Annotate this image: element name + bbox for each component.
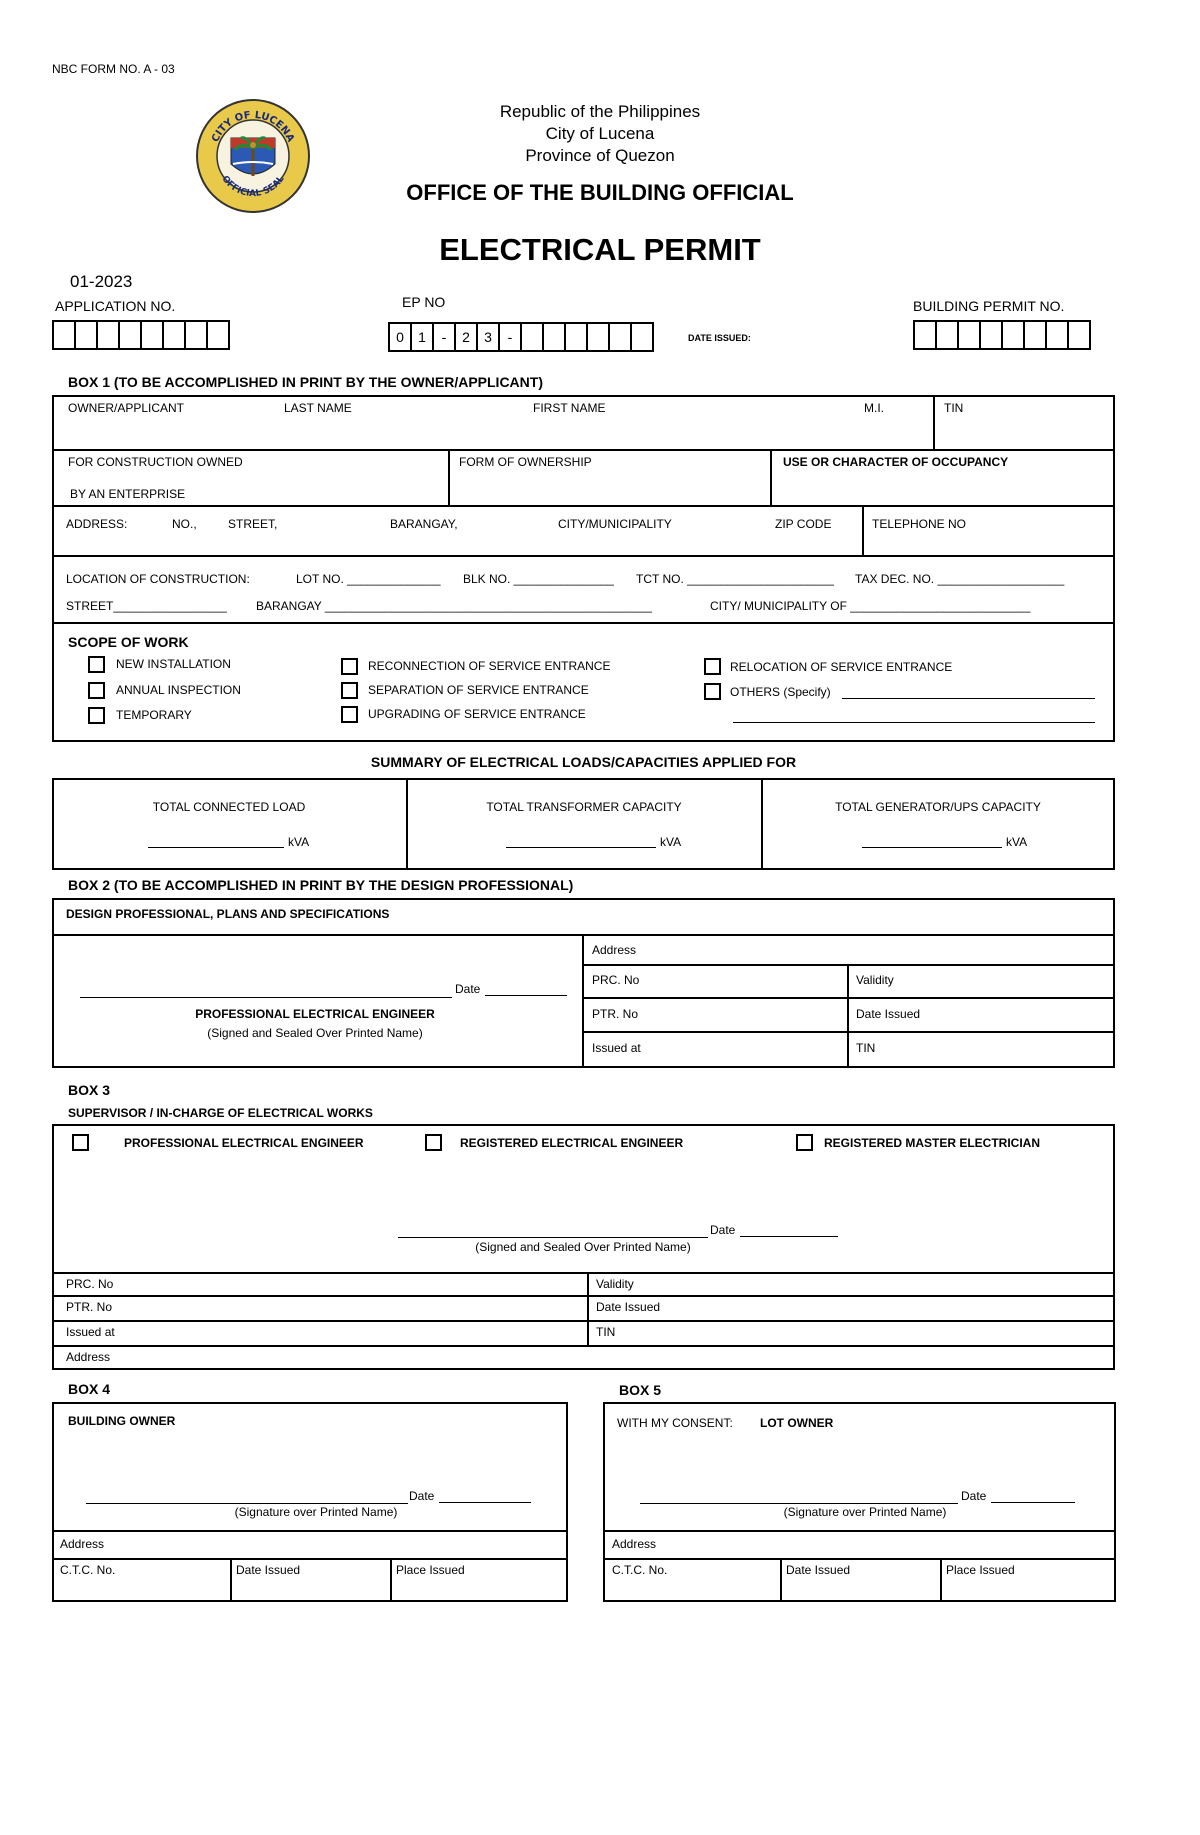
tct-no-field[interactable]: TCT NO. ______________________ (636, 572, 834, 586)
building-permit-cell[interactable] (1067, 320, 1091, 350)
supervisor-date-field[interactable] (740, 1236, 838, 1237)
rme-checkbox[interactable] (796, 1134, 813, 1151)
ep-number-cell[interactable]: - (498, 322, 522, 352)
consent-label: WITH MY CONSENT: (617, 1416, 733, 1430)
ep-number-cell[interactable] (564, 322, 588, 352)
pee-date-field[interactable] (485, 995, 567, 996)
box3-tin-label: TIN (596, 1325, 616, 1339)
box3-heading: BOX 3 (68, 1082, 111, 1098)
box4-place-issued-label: Place Issued (396, 1563, 465, 1577)
lot-owner-date-field[interactable] (991, 1502, 1075, 1503)
street-field[interactable]: STREET_________________ (66, 599, 227, 613)
ep-number-cell[interactable] (630, 322, 654, 352)
zip-code-label: ZIP CODE (775, 517, 832, 531)
for-construction-label: FOR CONSTRUCTION OWNED (68, 455, 243, 469)
header-city: City of Lucena (545, 124, 655, 143)
box4-date-issued-label: Date Issued (236, 1563, 301, 1577)
header-republic: Republic of the Philippines (499, 102, 701, 121)
by-enterprise-label: BY AN ENTERPRISE (70, 487, 186, 501)
ree-option-label: REGISTERED ELECTRICAL ENGINEER (460, 1136, 684, 1150)
building-owner-date-field[interactable] (439, 1502, 531, 1503)
owner-applicant-label: OWNER/APPLICANT (68, 401, 185, 415)
scope-of-work-title: SCOPE OF WORK (68, 634, 189, 650)
box2-tin-label: TIN (856, 1041, 876, 1055)
address-street-label: STREET, (228, 517, 278, 531)
location-of-construction-label: LOCATION OF CONSTRUCTION: (66, 572, 250, 586)
building-permit-cell[interactable] (935, 320, 959, 350)
others-label: OTHERS (Specify) (730, 685, 831, 699)
city-municipality-field[interactable]: CITY/ MUNICIPALITY OF ___________________________ (710, 599, 1031, 613)
blk-no-field[interactable]: BLK NO. _______________ (463, 572, 614, 586)
reconnection-label: RECONNECTION OF SERVICE ENTRANCE (368, 659, 611, 673)
lot-no-field[interactable]: LOT NO. ______________ (296, 572, 441, 586)
new-installation-label: NEW INSTALLATION (116, 657, 231, 671)
ep-number-cell[interactable]: 2 (454, 322, 478, 352)
use-or-character-label: USE OR CHARACTER OF OCCUPANCY (783, 455, 1009, 469)
total-generator-capacity-label: TOTAL GENERATOR/UPS CAPACITY (835, 800, 1041, 814)
address-city-label: CITY/MUNICIPALITY (558, 517, 672, 531)
building-owner-signature-line[interactable] (86, 1503, 408, 1504)
pee-option-label: PROFESSIONAL ELECTRICAL ENGINEER (124, 1136, 364, 1150)
box2-issued-at-label: Issued at (592, 1041, 641, 1055)
box2-validity-label: Validity (856, 973, 894, 987)
form-number: NBC FORM NO. A - 03 (52, 62, 175, 76)
building-owner-date-label: Date (409, 1489, 435, 1503)
others-specify-line-2[interactable] (733, 722, 1095, 723)
application-number-cell[interactable] (140, 320, 164, 350)
box5-heading: BOX 5 (619, 1382, 662, 1398)
box2-ptr-label: PTR. No (592, 1007, 639, 1021)
ep-number-cell[interactable] (520, 322, 544, 352)
application-number-cell[interactable] (96, 320, 120, 350)
others-specify-line[interactable] (842, 698, 1095, 699)
pee-title: PROFESSIONAL ELECTRICAL ENGINEER (195, 1007, 435, 1021)
building-permit-cell[interactable] (913, 320, 937, 350)
upgrading-checkbox[interactable] (341, 706, 358, 723)
relocation-checkbox[interactable] (704, 658, 721, 675)
permit-title: ELECTRICAL PERMIT (439, 232, 761, 267)
application-number-cell[interactable] (162, 320, 186, 350)
header-province: Province of Quezon (525, 146, 675, 165)
first-name-label: FIRST NAME (533, 401, 606, 415)
total-connected-load-label: TOTAL CONNECTED LOAD (152, 800, 306, 814)
upgrading-label: UPGRADING OF SERVICE ENTRANCE (368, 707, 586, 721)
box2-address-label: Address (592, 943, 637, 957)
lot-owner-date-label: Date (961, 1489, 987, 1503)
box5-ctc-label: C.T.C. No. (612, 1563, 668, 1577)
box5-date-issued-label: Date Issued (786, 1563, 851, 1577)
box4-ctc-label: C.T.C. No. (60, 1563, 116, 1577)
ep-number-cell[interactable]: 1 (410, 322, 434, 352)
barangay-field[interactable]: BARANGAY _________________________________________________ (256, 599, 652, 613)
tin-label: TIN (944, 401, 964, 415)
temporary-checkbox[interactable] (88, 707, 105, 724)
address-barangay-label: BARANGAY, (390, 517, 458, 531)
mi-label: M.I. (864, 401, 884, 415)
box2-heading: BOX 2 (TO BE ACCOMPLISHED IN PRINT BY THE DESIGN PROFESSIONAL) (68, 877, 574, 893)
ep-number-cell[interactable] (542, 322, 566, 352)
box3-subheading: SUPERVISOR / IN-CHARGE OF ELECTRICAL WORKS (68, 1106, 373, 1120)
building-permit-cell[interactable] (1045, 320, 1069, 350)
lot-owner-signature-note: (Signature over Printed Name) (783, 1505, 947, 1519)
total-generator-capacity-unit: kVA (1006, 835, 1028, 849)
ep-number-cell[interactable]: 0 (388, 322, 412, 352)
application-number-label: APPLICATION NO. (55, 298, 176, 314)
building-permit-label: BUILDING PERMIT NO. (913, 298, 1065, 314)
total-generator-capacity-field[interactable] (862, 847, 1002, 848)
building-permit-cell[interactable] (1001, 320, 1025, 350)
new-installation-checkbox[interactable] (88, 656, 105, 673)
supervisor-signature-line[interactable] (398, 1237, 708, 1238)
box2-prc-label: PRC. No (592, 973, 640, 987)
box3-date-issued-label: Date Issued (596, 1300, 661, 1314)
application-number-cell[interactable] (184, 320, 208, 350)
reconnection-checkbox[interactable] (341, 658, 358, 675)
svg-text:CITY OF LUCENA: CITY OF LUCENA (210, 109, 296, 144)
total-connected-load-unit: kVA (288, 835, 310, 849)
pee-checkbox[interactable] (72, 1134, 89, 1151)
others-checkbox[interactable] (704, 683, 721, 700)
box2-date-issued-label: Date Issued (856, 1007, 921, 1021)
supervisor-signed-note: (Signed and Sealed Over Printed Name) (475, 1240, 691, 1254)
relocation-label: RELOCATION OF SERVICE ENTRANCE (730, 660, 953, 674)
last-name-label: LAST NAME (284, 401, 352, 415)
building-owner-title: BUILDING OWNER (68, 1414, 176, 1428)
box1-heading: BOX 1 (TO BE ACCOMPLISHED IN PRINT BY THE OWNER/APPLICANT) (68, 374, 543, 390)
application-number-cell[interactable] (206, 320, 230, 350)
separation-label: SEPARATION OF SERVICE ENTRANCE (368, 683, 589, 697)
address-no-label: NO., (172, 517, 197, 531)
total-transformer-capacity-unit: kVA (660, 835, 682, 849)
building-permit-cell[interactable] (979, 320, 1003, 350)
ep-number-cells[interactable] (388, 322, 652, 352)
application-number-cell[interactable] (52, 320, 76, 350)
building-permit-cells[interactable] (913, 320, 1089, 350)
total-transformer-capacity-label: TOTAL TRANSFORMER CAPACITY (486, 800, 682, 814)
pee-signed-note: (Signed and Sealed Over Printed Name) (207, 1026, 423, 1040)
ep-number-cell[interactable] (608, 322, 632, 352)
office-title: OFFICE OF THE BUILDING OFFICIAL (406, 180, 794, 205)
design-professional-title: DESIGN PROFESSIONAL, PLANS AND SPECIFICATIONS (66, 907, 390, 921)
city-seal-logo (195, 98, 311, 214)
owner-name-field[interactable] (60, 418, 928, 446)
application-number-cell[interactable] (118, 320, 142, 350)
box5-place-issued-label: Place Issued (946, 1563, 1015, 1577)
svg-text:OFFICIAL SEAL: OFFICIAL SEAL (219, 174, 287, 200)
lot-owner-signature-line[interactable] (640, 1503, 958, 1504)
building-owner-signature-note: (Signature over Printed Name) (234, 1505, 398, 1519)
total-transformer-capacity-field[interactable] (506, 847, 656, 848)
building-permit-cell[interactable] (957, 320, 981, 350)
tax-dec-no-field[interactable]: TAX DEC. NO. ___________________ (855, 572, 1065, 586)
pee-date-label: Date (455, 982, 481, 996)
ree-checkbox[interactable] (425, 1134, 442, 1151)
box4-heading: BOX 4 (68, 1381, 111, 1397)
summary-frame (52, 778, 1115, 870)
box4-address-label: Address (60, 1537, 105, 1551)
box5-address-label: Address (612, 1537, 657, 1551)
annual-inspection-checkbox[interactable] (88, 682, 105, 699)
application-number-cell[interactable] (74, 320, 98, 350)
rme-option-label: REGISTERED MASTER ELECTRICIAN (824, 1136, 1041, 1150)
building-permit-cell[interactable] (1023, 320, 1047, 350)
box3-ptr-label: PTR. No (66, 1300, 113, 1314)
date-issued-label: DATE ISSUED: (688, 333, 751, 343)
application-number-value: 01-2023 (70, 272, 133, 291)
application-number-cells[interactable] (52, 320, 228, 350)
box3-validity-label: Validity (596, 1277, 634, 1291)
summary-title: SUMMARY OF ELECTRICAL LOADS/CAPACITIES APPLIED FOR (370, 754, 797, 770)
ep-number-label: EP NO (402, 294, 446, 310)
ep-number-cell[interactable] (586, 322, 610, 352)
address-label: ADDRESS: (66, 517, 128, 531)
ep-number-cell[interactable]: 3 (476, 322, 500, 352)
form-of-ownership-label: FORM OF OWNERSHIP (459, 455, 592, 469)
pee-signature-line[interactable] (80, 997, 452, 998)
telephone-label: TELEPHONE NO (872, 517, 967, 531)
ep-number-cell[interactable]: - (432, 322, 456, 352)
box3-address-label: Address (66, 1350, 111, 1364)
lot-owner-title: LOT OWNER (760, 1416, 834, 1430)
temporary-label: TEMPORARY (116, 708, 192, 722)
annual-inspection-label: ANNUAL INSPECTION (116, 683, 241, 697)
supervisor-date-label: Date (710, 1223, 736, 1237)
owner-tin-field[interactable] (940, 418, 1110, 446)
total-connected-load-field[interactable] (148, 847, 284, 848)
box3-issued-at-label: Issued at (66, 1325, 115, 1339)
separation-checkbox[interactable] (341, 682, 358, 699)
box3-prc-label: PRC. No (66, 1277, 114, 1291)
